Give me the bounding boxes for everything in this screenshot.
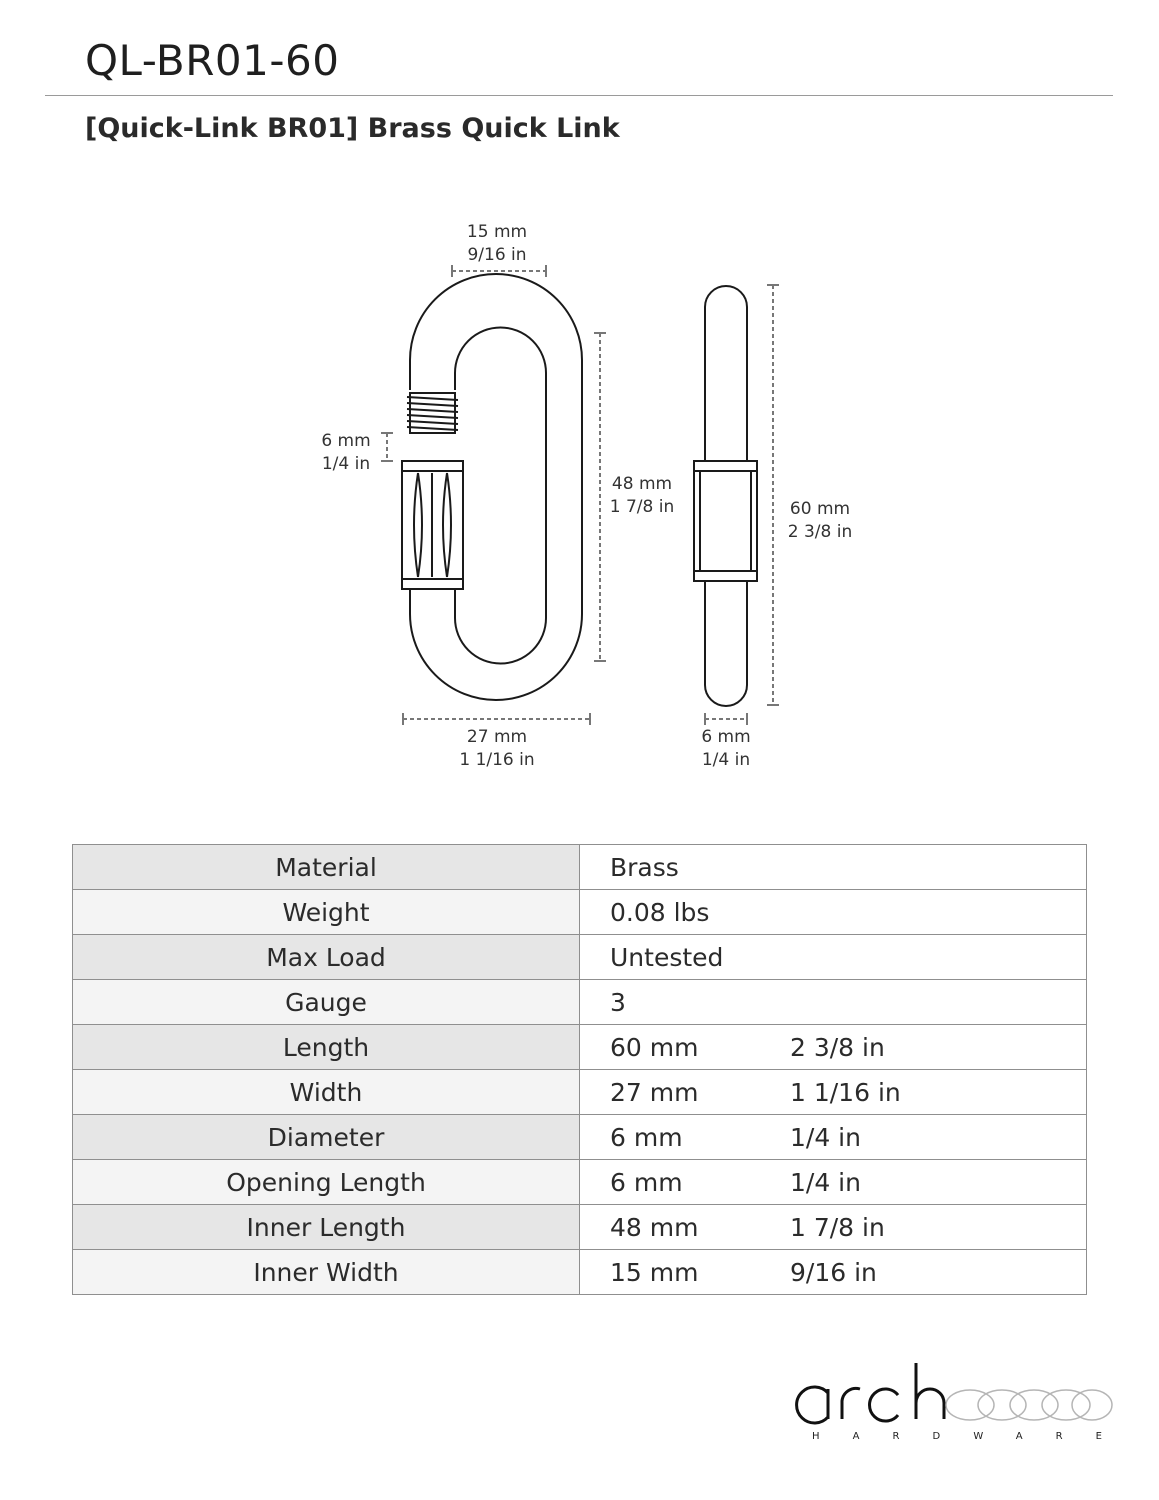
quick-link-front-view — [402, 274, 582, 700]
spec-value: 3 — [610, 987, 626, 1017]
spec-value: Brass — [610, 852, 679, 882]
width-imperial-label: 1 1/16 in — [459, 750, 535, 770]
opening-length-imperial-label: 1/4 in — [321, 454, 371, 474]
diameter-imperial-label: 1/4 in — [701, 750, 751, 770]
inner-length-metric-label: 48 mm — [611, 474, 673, 494]
length-metric-label: 60 mm — [789, 499, 851, 519]
spec-label: Diameter — [73, 1115, 580, 1160]
length-imperial-label: 2 3/8 in — [787, 522, 853, 542]
spec-value: 0.08 lbs — [610, 897, 710, 927]
spec-value-cell — [580, 1115, 1087, 1160]
diameter-metric-label: 6 mm — [701, 727, 751, 747]
quick-link-side-view — [694, 286, 757, 706]
inner-width-metric-label: 15 mm — [466, 222, 528, 242]
spec-value-imperial: 1 7/8 in — [790, 1212, 885, 1242]
spec-row-material — [73, 845, 1087, 890]
spec-value-cell — [580, 845, 1087, 890]
spec-value-cell — [580, 1160, 1087, 1205]
brand-logo — [790, 1355, 1120, 1445]
spec-row-diameter — [73, 1115, 1087, 1160]
spec-row-max-load — [73, 935, 1087, 980]
spec-label: Opening Length — [73, 1160, 580, 1205]
spec-value-imperial: 9/16 in — [790, 1257, 877, 1287]
spec-value: 60 mm — [610, 1032, 699, 1062]
spec-value-cell — [580, 1025, 1087, 1070]
product-subtitle: [Quick-Link BR01] Brass Quick Link — [85, 113, 620, 144]
spec-value-cell — [580, 1070, 1087, 1115]
spec-value-cell — [580, 935, 1087, 980]
spec-value: 48 mm — [610, 1212, 699, 1242]
spec-label: Inner Length — [73, 1205, 580, 1250]
inner-width-imperial-label: 9/16 in — [467, 245, 527, 265]
product-code-title: QL-BR01-60 — [85, 36, 340, 85]
spec-label: Material — [73, 845, 580, 890]
spec-value: Untested — [610, 942, 724, 972]
width-metric-label: 27 mm — [466, 727, 528, 747]
spec-value: 6 mm — [610, 1167, 683, 1197]
spec-value-cell — [580, 1205, 1087, 1250]
spec-table — [72, 844, 1087, 1295]
spec-value: 27 mm — [610, 1077, 699, 1107]
spec-row-inner-width — [73, 1250, 1087, 1295]
spec-value-imperial: 1/4 in — [790, 1167, 861, 1197]
spec-row-inner-length — [73, 1205, 1087, 1250]
spec-row-opening-length — [73, 1160, 1087, 1205]
spec-row-weight — [73, 890, 1087, 935]
spec-row-gauge — [73, 980, 1087, 1025]
spec-value: 15 mm — [610, 1257, 699, 1287]
spec-value-imperial: 1 1/16 in — [790, 1077, 901, 1107]
spec-value-cell — [580, 890, 1087, 935]
spec-row-length — [73, 1025, 1087, 1070]
spec-label: Width — [73, 1070, 580, 1115]
spec-value-cell — [580, 980, 1087, 1025]
spec-value-imperial: 2 3/8 in — [790, 1032, 885, 1062]
spec-value-imperial: 1/4 in — [790, 1122, 861, 1152]
spec-label: Max Load — [73, 935, 580, 980]
spec-row-width — [73, 1070, 1087, 1115]
spec-label: Length — [73, 1025, 580, 1070]
spec-value: 6 mm — [610, 1122, 683, 1152]
inner-length-imperial-label: 1 7/8 in — [609, 497, 675, 517]
spec-label: Inner Width — [73, 1250, 580, 1295]
spec-label: Gauge — [73, 980, 580, 1025]
spec-value-cell — [580, 1250, 1087, 1295]
brand-subtext: HARDWARE — [812, 1431, 1102, 1442]
opening-length-metric-label: 6 mm — [321, 431, 371, 451]
spec-label: Weight — [73, 890, 580, 935]
